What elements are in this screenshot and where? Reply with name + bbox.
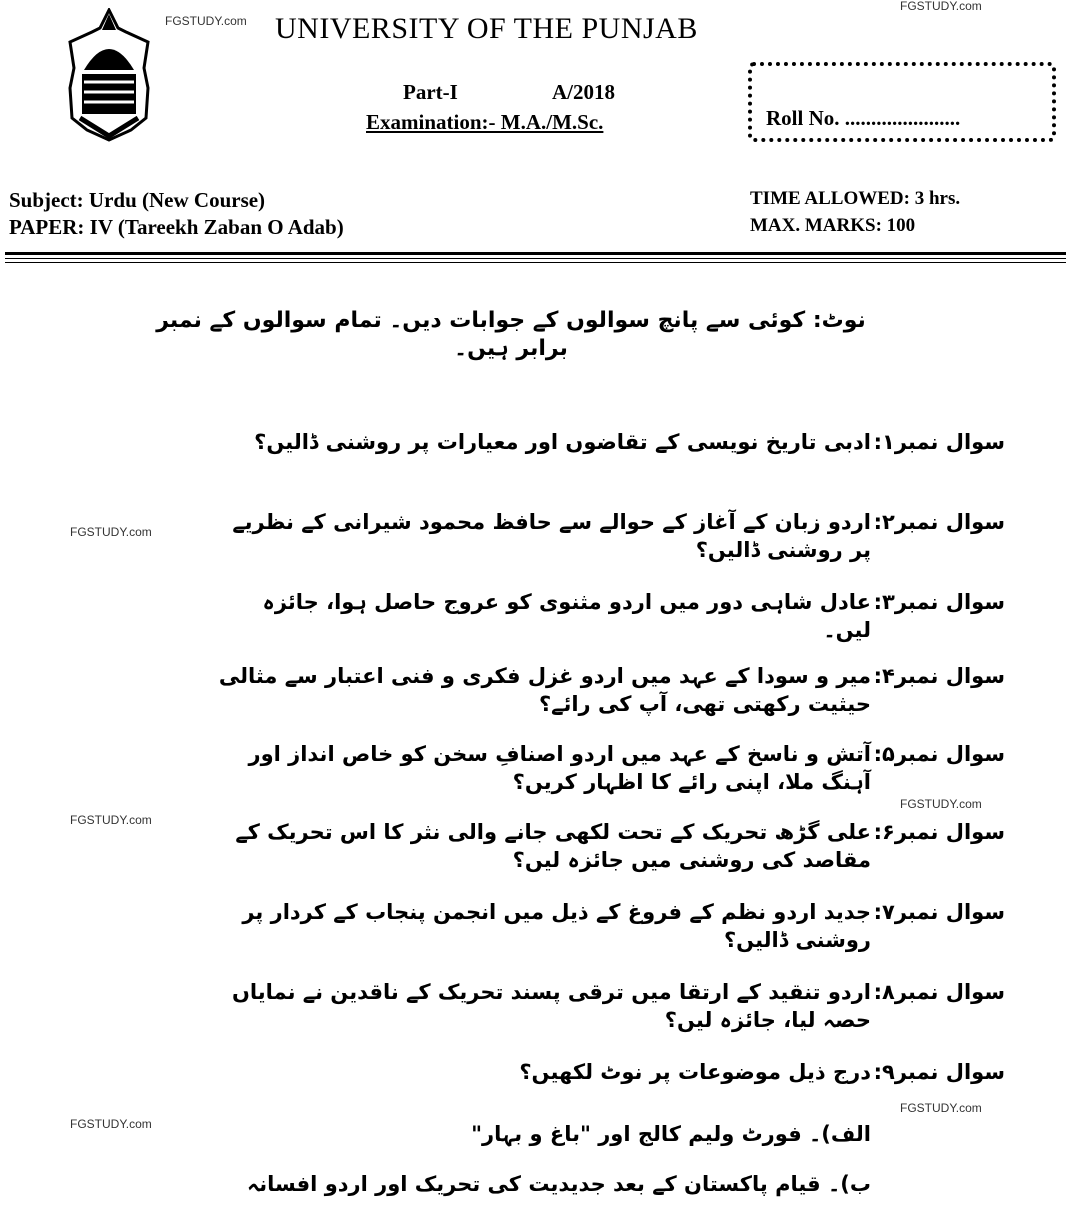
- exam-session: A/2018: [552, 80, 615, 104]
- question-label: سوال نمبر۷:: [873, 900, 1005, 924]
- university-crest-logo: [62, 8, 157, 143]
- question-label: سوال نمبر۸:: [873, 980, 1005, 1004]
- watermark: FGSTUDY.com: [900, 0, 982, 13]
- subject: Subject: Urdu (New Course): [9, 188, 266, 212]
- sub-item: الف)۔ فورٹ ولیم کالج اور "باغ و بہار": [471, 1122, 871, 1146]
- question-text: ادبی تاریخ نویسی کے تقاضوں اور معیارات پر روشنی ڈالیں؟: [254, 430, 871, 454]
- question-label: سوال نمبر۹:: [873, 1060, 1005, 1084]
- question-label: سوال نمبر۴:: [873, 664, 1005, 688]
- divider: [5, 262, 1066, 263]
- question-text: جدید اردو نظم کے فروغ کے ذیل میں انجمن پنجاب کے کردار پر روشنی ڈالیں؟: [242, 900, 871, 952]
- exam-part: Part-I: [403, 80, 458, 104]
- question-text: میر و سودا کے عہد میں اردو غزل فکری و فنی اعتبار سے مثالی حیثیت رکھتی تھی، آپ کی رائے؟: [218, 664, 871, 716]
- paper-title: PAPER: IV (Tareekh Zaban O Adab): [9, 215, 344, 239]
- sub-item: ب)۔ قیام پاکستان کے بعد جدیدیت کی تحریک اور اردو افسانہ: [246, 1172, 871, 1196]
- watermark: FGSTUDY.com: [900, 1101, 982, 1115]
- max-marks: MAX. MARKS: 100: [750, 215, 916, 236]
- question-text: اردو تنقید کے ارتقا میں ترقی پسند تحریک کے ناقدین نے نمایاں حصہ لیا، جائزہ لیں؟: [231, 980, 871, 1032]
- examination-label: Examination:- M.A./M.Sc.: [366, 110, 604, 134]
- question-label: سوال نمبر۱:: [873, 430, 1005, 454]
- question-label: سوال نمبر۳:: [873, 590, 1005, 614]
- watermark: FGSTUDY.com: [70, 813, 152, 827]
- time-allowed: TIME ALLOWED: 3 hrs.: [750, 188, 961, 209]
- question-text: آتش و ناسخ کے عہد میں اردو اصنافِ سخن کو خاص انداز اور آہنگ ملا، اپنی رائے کا اظہار کریں؟: [248, 742, 871, 794]
- divider: [5, 252, 1066, 255]
- roll-number-field: Roll No. ......................: [766, 106, 961, 130]
- question-label: سوال نمبر۶:: [873, 820, 1005, 844]
- question-text: درج ذیل موضوعات پر نوٹ لکھیں؟: [519, 1060, 871, 1084]
- instructions-note: نوٹ: کوئی سے پانچ سوالوں کے جوابات دیں۔ تمام سوالوں کے نمبر برابر ہیں۔: [156, 308, 866, 361]
- watermark: FGSTUDY.com: [165, 14, 247, 28]
- question-text: اردو زبان کے آغاز کے حوالے سے حافظ محمود شیرانی کے نظریے پر روشنی ڈالیں؟: [232, 510, 871, 562]
- watermark: FGSTUDY.com: [900, 797, 982, 811]
- watermark: FGSTUDY.com: [70, 1117, 152, 1131]
- question-label: سوال نمبر۲:: [873, 510, 1005, 534]
- question-text: عادل شاہی دور میں اردو مثنوی کو عروج حاصل ہوا، جائزہ لیں۔: [262, 590, 871, 642]
- question-text: علی گڑھ تحریک کے تحت لکھی جانے والی نثر کا اس تحریک کے مقاصد کی روشنی میں جائزہ لیں؟: [235, 820, 871, 872]
- roll-number-box: [748, 62, 1056, 142]
- university-title: UNIVERSITY OF THE PUNJAB: [275, 12, 698, 45]
- question-label: سوال نمبر۵:: [873, 742, 1005, 766]
- watermark: FGSTUDY.com: [70, 525, 152, 539]
- divider: [5, 258, 1066, 259]
